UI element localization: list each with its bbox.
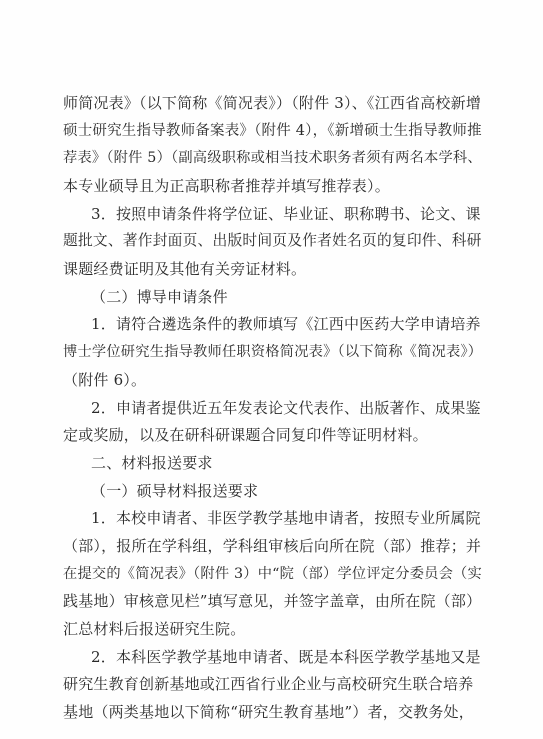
text-line: 荐表》（附件 5）（副高级职称或相当技术职务者须有两名本学科、 xyxy=(63,150,482,166)
section-heading: （一）硕导材料报送要求 xyxy=(91,482,259,500)
text-line: 师简况表》（以下简称《简况表》）（附件 3）、《江西省高校新增 xyxy=(63,94,482,112)
text-line: （附件 6）。 xyxy=(63,371,147,389)
text-line: 1．本校申请者、非医学教学基地申请者，按照专业所属院 xyxy=(91,509,481,527)
text-line: 本专业硕导且为正高职称者推荐并填写推荐表）。 xyxy=(63,177,390,195)
text-line: 2．申请者提供近五年发表论文代表作、出版著作、成果鉴 xyxy=(91,399,481,417)
text-line: 硕士研究生指导教师备案表》（附件 4），《新增硕士生指导教师推 xyxy=(63,123,482,139)
text-line: 3．按照申请条件将学位证、毕业证、职称聘书、论文、课 xyxy=(91,205,481,223)
text-line: 定或奖励，以及在研科研课题合同复印件等证明材料。 xyxy=(63,426,428,444)
text-line: 博士学位研究生指导教师任职资格简况表》（以下简称《简况表》） xyxy=(63,344,483,360)
text-line: 基地（两类基地以下简称“研究生教育基地”）者，交教务处， xyxy=(63,703,474,721)
text-line: 1．请符合遴选条件的教师填写《江西中医药大学申请培养 xyxy=(91,315,481,333)
text-line: 汇总材料后报送研究生院。 xyxy=(63,620,246,638)
text-line: 在提交的《简况表》（附件 3）中“院（部）学位评定分委员会（实 xyxy=(63,566,482,582)
text-line: 课题经费证明及其他有关旁证材料。 xyxy=(63,260,307,278)
text-line: 研究生教育创新基地或江西省行业企业与高校研究生联合培养 xyxy=(63,675,474,693)
section-heading: 二、材料报送要求 xyxy=(91,454,213,472)
section-heading: （二）博导申请条件 xyxy=(91,288,228,306)
text-line: 题批文、著作封面页、出版时间页及作者姓名页的复印件、科研 xyxy=(63,232,482,249)
text-line: （部），报所在学科组，学科组审核后向所在院（部）推荐；并 xyxy=(63,537,482,555)
text-line: 践基地）审核意见栏”填写意见，并签字盖章，由所在院（部） xyxy=(63,592,482,610)
text-line: 2．本科医学教学基地申请者、既是本科医学教学基地又是 xyxy=(91,648,481,666)
